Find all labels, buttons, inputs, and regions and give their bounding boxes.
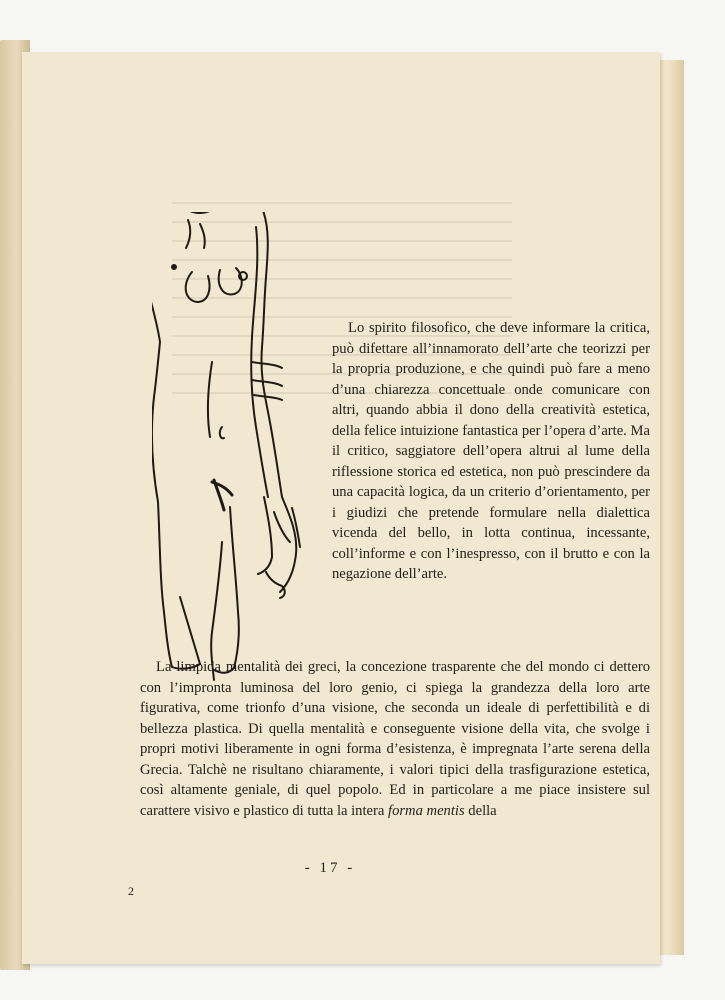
paragraph-full-text bbox=[140, 657, 650, 821]
paragraph-wrap bbox=[332, 318, 650, 585]
paragraph-wrap-text: Lo spirito filosofico, che deve informare la critica, può difettare all’innamorato dell’arte che teorizzi per la propria produzione, e che quindi può fare a meno d’una chiarezza concettuale onde comunicare con altri, quando abbia il dono della creatività estetica, della felice intuizione fantastica per l’opera d’arte. Ma il critico, saggiatore dell’opera altrui al lume della riflessione storica ed estetica, non può prescindere da una capacità logica, da un criterio d’orientamento, per i giudizi che pretende formulare nella dialettica vicenda del bello, in lotta continua, incessante, coll’informe e con l’inespresso, con il brutto e con la negazione dell’arte. bbox=[332, 320, 650, 582]
paragraph-full-text-main: La limpida mentalità dei greci, la concezione trasparente che del mondo ci dettero con l’impronta luminosa del loro genio, ci spiega la grandezza della loro arte figurativa, come trionfo d’una visione, che seconda un ideale di perfettibilità e di bellezza plastica. Di quella mentalità e conseguente visione della vita, che svolge i propri motivi liberamente in ogni forma d’esistenza, è impregnata l’arte serena della Grecia. Talchè ne risultano chiaramente, i valori tipici della trasfigurazione estetica, così altamente geniale, di quel popolo. Ed in particolare a me piace insistere sul carattere visivo e plastico di tutta la intera bbox=[140, 659, 650, 819]
signature-mark: 2 bbox=[128, 884, 134, 898]
paragraph-full bbox=[140, 657, 650, 821]
figure-drawing bbox=[152, 212, 312, 692]
page-number: - 17 - bbox=[304, 860, 356, 876]
italic-phrase: forma mentis bbox=[388, 802, 465, 819]
right-page-stack bbox=[656, 60, 684, 955]
paragraph-full-text-end: della bbox=[468, 802, 497, 819]
